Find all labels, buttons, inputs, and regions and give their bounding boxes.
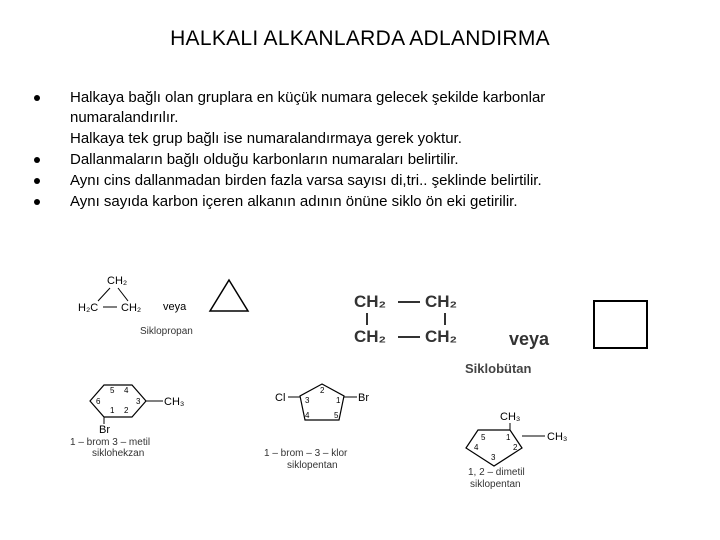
cyclobutane-or-word: veya xyxy=(509,329,550,349)
ring-number: 2 xyxy=(513,443,518,452)
bullet-text: Aynı cins dallanmadan birden fazla varsa sayısı di,tri.. şeklinde belirtilir. xyxy=(70,172,542,189)
bullet-text: Halkaya bağlı olan gruplara en küçük numara gelecek şekilde karbonlar xyxy=(70,89,546,106)
cyclobutane-ch2-d: CH₂ xyxy=(425,327,458,346)
ring-number: 5 xyxy=(334,411,339,420)
cyclopentane-figure xyxy=(275,384,369,420)
cyclopropane-ch2-top: CH₂ xyxy=(107,275,128,287)
cyclohexane-br: Br xyxy=(99,424,110,436)
cyclopentane-cl: Cl xyxy=(275,392,286,404)
bullet-text: Aynı sayıda karbon içeren alkanın adının önüne siklo ön eki getirilir. xyxy=(70,193,518,210)
ring-number: 4 xyxy=(305,411,310,420)
cyclohexane-figure xyxy=(90,385,184,436)
triangle-shape xyxy=(210,280,248,311)
ring-number: 6 xyxy=(96,397,101,406)
bullet-text-continued: numaralandırılır. xyxy=(70,109,179,126)
cyclobutane-ch2-c: CH₂ xyxy=(354,327,387,346)
bullet-text: Dallanmaların bağlı olduğu karbonların numaraları belirtilir. xyxy=(70,151,459,168)
ring-number: 2 xyxy=(124,406,129,415)
ring-number: 3 xyxy=(136,397,141,406)
ring-number: 3 xyxy=(491,453,496,462)
cyclopropane-h2c-left: H₂C xyxy=(78,302,99,314)
slide-title: HALKALI ALKANLARDA ADLANDIRMA xyxy=(170,27,550,50)
ring-number: 1 xyxy=(506,433,511,442)
cyclopropane-figure xyxy=(78,275,248,314)
ring-number: 5 xyxy=(481,433,486,442)
dimethyl-caption-2: siklopentan xyxy=(470,479,521,490)
square-shape xyxy=(594,301,647,348)
cyclobutane-caption: Siklobütan xyxy=(465,361,532,376)
cyclohexane-caption-1: 1 – brom 3 – metil xyxy=(70,437,151,448)
dimethyl-ch3-top: CH₃ xyxy=(500,411,521,423)
cyclopentane-caption-2: siklopentan xyxy=(287,460,338,471)
dimethylcyclopentane-figure xyxy=(466,411,567,466)
cyclobutane-figure xyxy=(354,292,647,349)
cyclopropane-or-word: veya xyxy=(163,301,187,313)
ring-number: 2 xyxy=(320,386,325,395)
bullet-text: Halkaya tek grup bağlı ise numaralandırmaya gerek yoktur. xyxy=(70,130,462,147)
cyclopentane-br: Br xyxy=(358,392,369,404)
dimethyl-caption-1: 1, 2 – dimetil xyxy=(468,467,525,478)
cyclopentane-caption-1: 1 – brom – 3 – klor xyxy=(264,448,348,459)
cyclopropane-caption: Siklopropan xyxy=(140,326,193,337)
ring-number: 3 xyxy=(305,396,310,405)
cyclohexane-ch3: CH₃ xyxy=(164,396,185,408)
ring-number: 1 xyxy=(336,396,341,405)
ring-number: 5 xyxy=(110,386,115,395)
dimethyl-ch3-right: CH₃ xyxy=(547,431,568,443)
cyclopropane-ch2-right: CH₂ xyxy=(121,302,142,314)
ring-number: 4 xyxy=(124,386,129,395)
ring-number: 4 xyxy=(474,443,479,452)
cyclobutane-ch2-a: CH₂ xyxy=(354,292,387,311)
cyclobutane-ch2-b: CH₂ xyxy=(425,292,458,311)
cyclohexane-caption-2: siklohekzan xyxy=(92,448,145,459)
bond-line xyxy=(98,288,110,301)
ring-number: 1 xyxy=(110,406,115,415)
bond-line xyxy=(118,288,128,301)
